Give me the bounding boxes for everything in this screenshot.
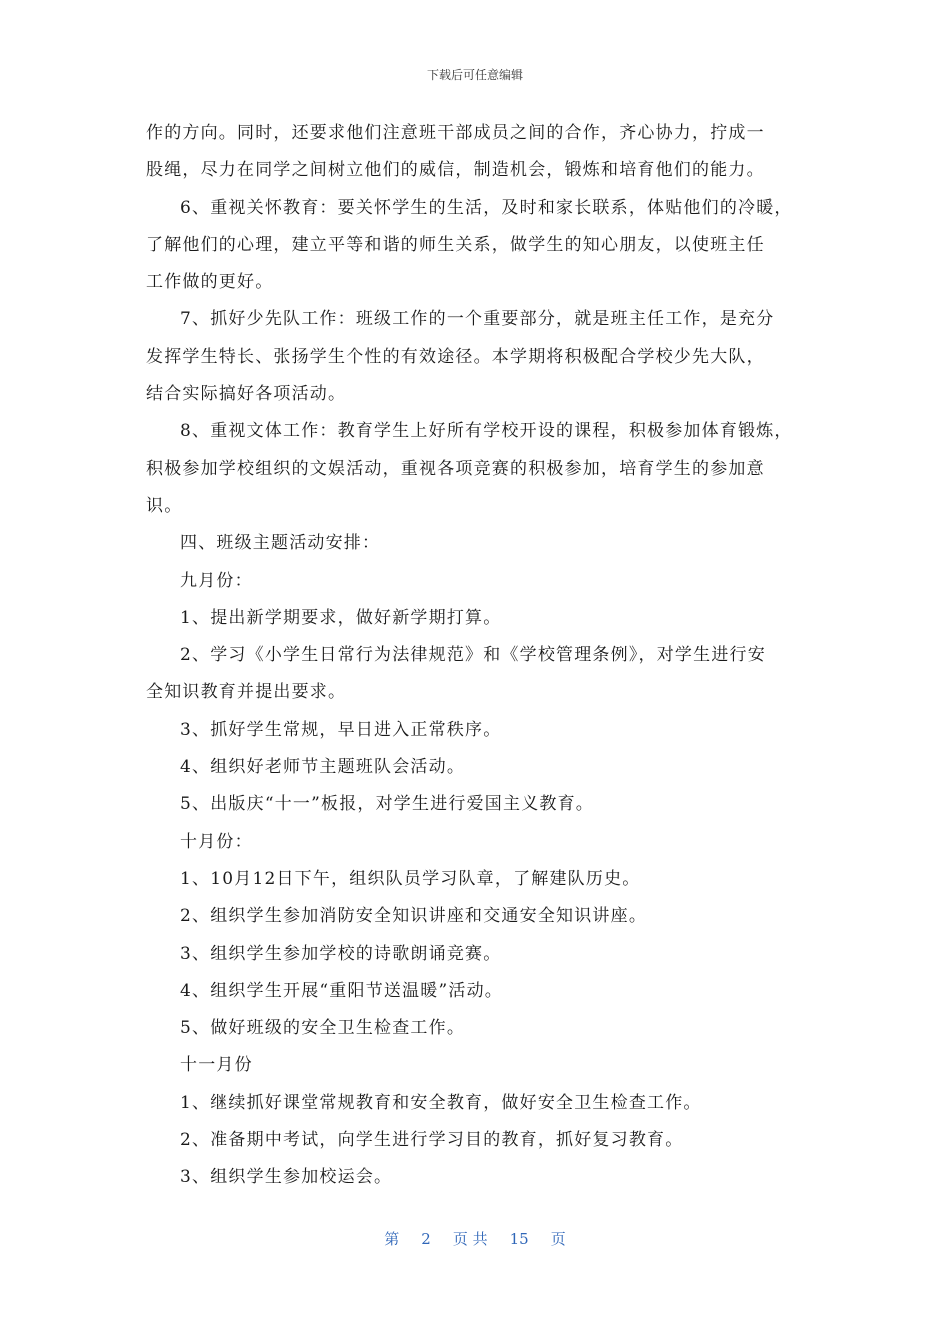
text-line: 6、重视关怀教育：要关怀学生的生活，及时和家长联系，体贴他们的冷暖， [180, 197, 793, 218]
text-line: 作的方向。同时，还要求他们注意班干部成员之间的合作，齐心协力，拧成一 [146, 123, 765, 143]
text-line: 3、组织学生参加学校的诗歌朗诵竞赛。 [180, 943, 502, 964]
text-line: 了解他们的心理，建立平等和谐的师生关系，做学生的知心朋友，以使班主任 [146, 234, 765, 255]
text-line: 2、学习《小学生日常行为法律规范》和《学校管理条例》，对学生进行安 [180, 645, 766, 666]
page-header: 下载后可任意编辑 [426, 68, 523, 82]
text-line: 2、组织学生参加消防安全知识讲座和交通安全知识讲座。 [180, 906, 648, 927]
text-line: 识。 [146, 495, 183, 516]
text-line: 九月份： [180, 570, 253, 591]
text-line: 十月份： [180, 831, 253, 852]
footer-total-pages: 15 [509, 1230, 529, 1248]
text-line: 发挥学生特长、张扬学生个性的有效途径。本学期将积极配合学校少先大队， [146, 346, 765, 367]
text-line: 结合实际搞好各项活动。 [146, 384, 347, 405]
text-line: 1、10月12日下午，组织队员学习队章，了解建队历史。 [180, 868, 641, 889]
text-line: 3、组织学生参加校运会。 [180, 1167, 393, 1188]
text-line: 3、抓好学生常规，早日进入正常秩序。 [180, 719, 502, 740]
footer-current-page: 2 [421, 1230, 431, 1248]
text-line: 股绳，尽力在同学之间树立他们的威信，制造机会，锻炼和培育他们的能力。 [146, 160, 765, 181]
footer-page-word: 第 [384, 1230, 400, 1248]
text-line: 5、出版庆“十一”板报，对学生进行爱国主义教育。 [180, 794, 594, 815]
text-line: 7、抓好少先队工作：班级工作的一个重要部分，就是班主任工作，是充分 [180, 309, 775, 330]
footer-end-word: 页 [550, 1230, 566, 1248]
text-line: 工作做的更好。 [146, 272, 274, 293]
text-line: 4、组织学生开展“重阳节送温暖”活动。 [180, 980, 503, 1001]
text-line: 四、班级主题活动安排： [180, 533, 381, 554]
text-line: 8、重视文体工作：教育学生上好所有学校开设的课程，积极参加体育锻炼， [180, 421, 793, 442]
text-line: 1、提出新学期要求，做好新学期打算。 [180, 607, 502, 628]
text-line: 4、组织好老师节主题班队会活动。 [180, 757, 466, 778]
text-line: 十一月份 [180, 1055, 253, 1076]
text-line: 5、做好班级的安全卫生检查工作。 [180, 1018, 466, 1039]
footer-of-word: 页 共 [452, 1230, 488, 1248]
text-line: 2、准备期中考试，向学生进行学习目的教育，抓好复习教育。 [180, 1130, 684, 1151]
document-body [146, 115, 826, 1197]
page-footer [0, 1228, 950, 1249]
text-line: 全知识教育并提出要求。 [146, 682, 347, 703]
text-line: 积极参加学校组织的文娱活动，重视各项竞赛的积极参加，培育学生的参加意 [146, 458, 765, 479]
text-line: 1、继续抓好课堂常规教育和安全教育，做好安全卫生检查工作。 [180, 1092, 702, 1113]
